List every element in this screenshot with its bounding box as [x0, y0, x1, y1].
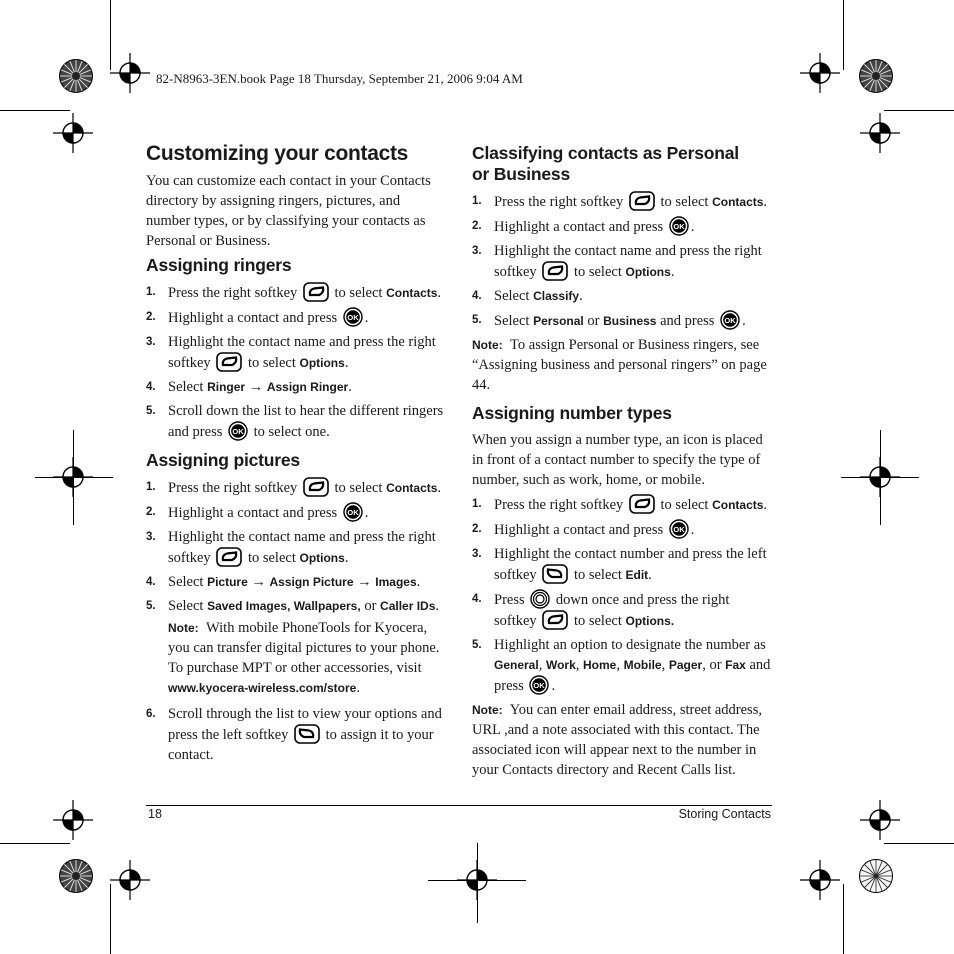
step-text: . — [437, 285, 442, 301]
menu-option: Fax — [725, 658, 746, 672]
step-number: 2. — [146, 311, 156, 323]
menu-option: Picture — [207, 575, 248, 589]
arrow-glyph: → — [248, 379, 264, 395]
step-text: to select — [660, 194, 709, 210]
registration-mark-icon — [53, 800, 93, 840]
ok-key-icon — [669, 216, 689, 236]
step-text: to select — [573, 264, 622, 280]
color-wheel-icon — [858, 858, 894, 894]
step-text: to select — [573, 567, 622, 583]
list-item — [472, 216, 772, 237]
step-text: or — [364, 598, 377, 614]
step-text: to select — [573, 613, 622, 629]
step-number: 5. — [146, 405, 156, 417]
step-text: Highlight a contact and press — [494, 219, 664, 235]
list-item — [146, 401, 446, 442]
list-item — [146, 377, 446, 397]
step-text: Press — [494, 592, 525, 608]
step-text: Highlight the contact name and press the right softkey — [168, 334, 436, 371]
step-text: to select — [334, 285, 383, 301]
step-text: . — [648, 567, 652, 583]
menu-option: Options — [625, 265, 671, 279]
website-link[interactable]: www.kyocera-wireless.com/store — [168, 681, 357, 695]
list-item — [146, 502, 446, 523]
note-block — [472, 700, 772, 780]
registration-mark-icon — [110, 53, 150, 93]
navigation-key-icon — [530, 589, 550, 609]
step-text: Press the right softkey — [494, 194, 624, 210]
note-text: To assign Personal or Business ringers, see “Assigning business and personal ringers” on page 44. — [472, 337, 767, 393]
classify-steps — [472, 191, 772, 331]
step-text: and press — [494, 657, 771, 694]
ok-key-icon — [343, 502, 363, 522]
arrow-glyph: → — [357, 574, 372, 590]
step-text: Highlight an option to designate the number as — [494, 637, 766, 653]
step-number: 1. — [472, 195, 482, 207]
right-softkey-icon — [216, 547, 242, 567]
right-softkey-icon — [216, 352, 242, 372]
crop-line — [884, 110, 954, 111]
registration-mark-icon — [860, 113, 900, 153]
step-text: , — [575, 657, 580, 673]
list-item — [146, 477, 446, 498]
crop-line — [843, 884, 844, 954]
step-text: . — [763, 194, 768, 210]
crop-line — [841, 477, 919, 478]
step-text: . — [364, 310, 369, 326]
note-label: Note: — [168, 621, 199, 635]
step-text: Press the right softkey — [168, 480, 298, 496]
step-number: 1. — [146, 481, 156, 493]
menu-option: Assign Ringer — [266, 380, 349, 394]
right-softkey-icon — [303, 282, 329, 302]
step-text: . — [416, 574, 421, 590]
list-item — [146, 596, 446, 698]
step-text: . — [670, 264, 675, 280]
right-softkey-icon — [542, 610, 568, 630]
menu-option: Mobile — [623, 658, 662, 672]
list-item — [472, 191, 772, 212]
list-item — [472, 286, 772, 306]
menu-option: Business — [603, 314, 657, 328]
menu-option: Images — [375, 575, 417, 589]
step-text: , or — [702, 657, 722, 673]
step-text: Press the right softkey — [168, 285, 298, 301]
crop-line — [477, 843, 478, 923]
registration-mark-icon — [800, 860, 840, 900]
menu-option: Edit — [625, 568, 649, 582]
ringers-steps — [146, 282, 446, 442]
ok-key-icon — [343, 307, 363, 327]
step-text: Scroll down the list to hear the different ringers and press — [168, 403, 444, 440]
step-number: 3. — [146, 336, 156, 348]
step-text: . — [579, 288, 583, 304]
list-item — [146, 527, 446, 568]
list-item — [472, 494, 772, 515]
step-number: 2. — [472, 523, 482, 535]
menu-option: Contacts — [712, 498, 764, 512]
step-text: Select — [168, 379, 204, 395]
step-text: , — [661, 657, 666, 673]
note-label: Note: — [472, 338, 503, 352]
section-name: Storing Contacts — [678, 807, 771, 821]
number-types-steps — [472, 494, 772, 696]
step-text: down once and press the right softkey — [494, 592, 730, 629]
pictures-steps — [146, 477, 446, 765]
menu-option: Contacts — [712, 195, 764, 209]
menu-option: Contacts — [386, 286, 438, 300]
note-text: You can enter email address, street address, URL ,and a note associated with this contact. The associated icon will appear next to the number in your Contacts directory and Recent Calls list. — [472, 702, 762, 778]
number-types-intro: When you assign a number type, an icon is placed in front of a contact number to specify the type of number, such as work, home, or mobile. — [472, 432, 763, 488]
section-heading-number-types: Assigning number types — [472, 403, 672, 423]
book-info-line: 82-N8963-3EN.book Page 18 Thursday, September 21, 2006 9:04 AM — [156, 71, 523, 86]
step-number: 4. — [146, 576, 156, 588]
step-text: to select — [247, 550, 296, 566]
note-text: With mobile PhoneTools for Kyocera, you can transfer digital pictures to your phone. To purchase MPT or other accessories, visit — [168, 620, 440, 676]
step-text: Select — [494, 288, 530, 304]
section-heading-classify — [472, 143, 772, 185]
step-number: 3. — [146, 531, 156, 543]
step-number: 5. — [472, 639, 482, 651]
step-number: 3. — [472, 548, 482, 560]
step-text: to assign it to your contact. — [168, 727, 434, 763]
step-number: 5. — [472, 314, 482, 326]
list-item — [146, 572, 446, 592]
step-text: . — [435, 598, 440, 614]
crop-line — [0, 110, 70, 111]
step-text: Highlight a contact and press — [168, 310, 338, 326]
step-text: to select — [247, 355, 296, 371]
step-text: Press the right softkey — [494, 497, 624, 513]
step-number: 3. — [472, 245, 482, 257]
ok-key-icon — [669, 519, 689, 539]
registration-mark-icon — [800, 53, 840, 93]
step-number: 4. — [146, 381, 156, 393]
menu-option: Pager — [668, 658, 703, 672]
note-block — [472, 335, 772, 395]
registration-mark-icon — [860, 800, 900, 840]
left-column — [146, 141, 446, 769]
step-text: . — [742, 313, 746, 329]
step-text: Highlight the contact name and press the right softkey — [494, 243, 762, 280]
left-softkey-icon — [294, 724, 320, 744]
list-item — [146, 282, 446, 303]
list-item — [146, 307, 446, 328]
step-text: , — [616, 657, 620, 673]
step-text: . — [690, 522, 695, 538]
step-text: or — [587, 313, 600, 329]
step-text: to select one. — [253, 424, 330, 440]
step-text: Select — [494, 313, 530, 329]
page-number: 18 — [148, 807, 162, 821]
footer-rule — [146, 805, 772, 806]
ok-key-icon — [720, 310, 740, 330]
menu-option: Home — [583, 658, 617, 672]
menu-option: Work — [545, 658, 576, 672]
intro-paragraph: You can customize each contact in your Contacts directory by assigning ringers, pictures, and number types, or by classifying your contacts as Personal or Business. — [146, 173, 431, 249]
right-softkey-icon — [629, 494, 655, 514]
step-number: 2. — [472, 220, 482, 232]
list-item — [472, 635, 772, 696]
step-number: 2. — [146, 506, 156, 518]
menu-option: Saved Images, Wallpapers, — [207, 599, 361, 613]
arrow-glyph: → — [251, 574, 266, 590]
step-text: . — [551, 678, 556, 694]
right-softkey-icon — [303, 477, 329, 497]
step-text: . — [344, 355, 349, 371]
right-column — [472, 141, 772, 786]
note-label: Note: — [472, 703, 503, 717]
color-wheel-icon — [58, 58, 94, 94]
step-number: 5. — [146, 600, 156, 612]
registration-mark-icon — [53, 113, 93, 153]
section-heading-ringers: Assigning ringers — [146, 255, 292, 275]
menu-option: Options. — [625, 614, 675, 628]
step-number: 4. — [472, 290, 482, 302]
step-text: Select — [168, 574, 204, 590]
note-text: . — [356, 680, 360, 696]
list-item — [472, 544, 772, 585]
step-number: 4. — [472, 593, 482, 605]
menu-option: General — [494, 658, 539, 672]
crop-line — [0, 843, 70, 844]
left-softkey-icon — [542, 564, 568, 584]
crop-line — [843, 0, 844, 70]
step-number: 1. — [472, 498, 482, 510]
step-text: . — [437, 480, 442, 496]
registration-mark-icon — [110, 860, 150, 900]
step-number: 1. — [146, 286, 156, 298]
step-text: , — [538, 657, 543, 673]
heading-line: Classifying contacts as Personal — [472, 143, 739, 163]
right-softkey-icon — [542, 261, 568, 281]
menu-option: Caller IDs — [380, 599, 436, 613]
menu-option: Ringer — [207, 380, 246, 394]
page-title: Customizing your contacts — [146, 142, 409, 165]
step-text: Select — [168, 598, 204, 614]
menu-option: Contacts — [386, 481, 438, 495]
step-text: . — [344, 550, 349, 566]
step-text: . — [763, 497, 768, 513]
step-text: . — [348, 379, 352, 395]
list-item — [472, 519, 772, 540]
list-item — [472, 589, 772, 631]
step-text: Highlight the contact number and press the left softkey — [494, 546, 767, 583]
menu-option: Assign Picture — [269, 575, 354, 589]
crop-line — [884, 843, 954, 844]
color-wheel-icon — [858, 58, 894, 94]
step-text: to select — [660, 497, 709, 513]
step-text: to select — [334, 480, 383, 496]
right-softkey-icon — [629, 191, 655, 211]
step-text: Highlight the contact name and press the right softkey — [168, 529, 436, 566]
step-text: Highlight a contact and press — [494, 522, 664, 538]
step-text: . — [690, 219, 695, 235]
heading-line: or Business — [472, 164, 570, 184]
step-number: 6. — [146, 708, 156, 720]
section-heading-pictures: Assigning pictures — [146, 450, 300, 470]
step-text: Highlight a contact and press — [168, 505, 338, 521]
menu-option: Personal — [533, 314, 584, 328]
color-wheel-icon — [58, 858, 94, 894]
menu-option: Options — [299, 551, 345, 565]
step-text: . — [364, 505, 369, 521]
list-item — [146, 332, 446, 373]
ok-key-icon — [529, 675, 549, 695]
ok-key-icon — [228, 421, 248, 441]
list-item — [472, 241, 772, 282]
crop-line — [35, 477, 113, 478]
list-item — [146, 704, 446, 765]
step-text: and press — [660, 313, 715, 329]
list-item — [472, 310, 772, 331]
menu-option: Classify — [533, 289, 580, 303]
menu-option: Options — [299, 356, 345, 370]
note-block — [168, 618, 446, 698]
step-text: Scroll through the list to view your options and press the left softkey — [168, 706, 442, 743]
